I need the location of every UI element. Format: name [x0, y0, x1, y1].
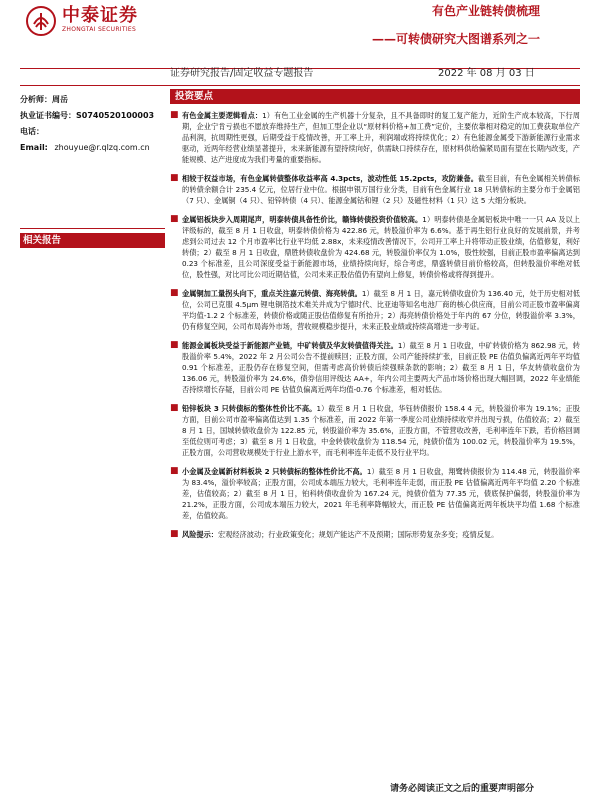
company-logo: [26, 6, 138, 36]
phone-row: [20, 124, 165, 140]
paragraph-text: [182, 403, 580, 458]
bullet-icon: ■: [170, 340, 179, 350]
paragraph-body: 1）截至 8 月 1 日收盘，翔鹭转债报价为 114.48 元，转股溢价率为 83.4%，溢价率较高；正股方面，公司成本端压力较大，毛利率连年走弱，而正股 PE 估值偏离近两年平均值 2.20 个标准差，估值较高；2）截至 8 月 1 日，铂科转债收盘价为 167.24 元，纯债价值为 77.35 元，债底保护偏弱，转股溢价率为 21.2%，正股方面，公司成本端压力较大，2021 年毛利率降幅较大，而正股 PE 估值偏离近两年板块平均值 1.68 个标准差，估值较高。: [182, 467, 580, 520]
analyst-name: 周岳: [52, 95, 68, 104]
paragraph: [170, 110, 580, 165]
license-label: 执业证书编号：: [20, 111, 76, 120]
paragraph: [170, 466, 580, 521]
header-divider-2: [20, 85, 580, 86]
report-date: 2022 年 08 月 03 日: [438, 68, 535, 79]
bullet-icon: ■: [170, 403, 179, 413]
bullet-icon: ■: [170, 110, 179, 120]
zhongtai-logo-icon: [26, 6, 56, 36]
paragraph: [170, 340, 580, 395]
investment-highlights: [170, 110, 580, 548]
analyst-label: 分析师：: [20, 95, 52, 104]
email-value[interactable]: zhouyue@r.qlzq.com.cn: [54, 143, 150, 152]
paragraph-body: 宏观经济波动；行业政策变化；规划产能达产不及预期；国际形势复杂多变；疫情反复。: [217, 530, 499, 539]
license-number: S0740520100003: [76, 111, 155, 120]
paragraph: [170, 529, 580, 540]
paragraph-lead: 有色金属主要逻辑看点：: [182, 111, 263, 120]
paragraph-text: [182, 529, 580, 540]
disclaimer-footer: 请务必阅读正文之后的重要声明部分: [390, 784, 535, 794]
report-title-main: 有色产业链转债梳理: [431, 4, 540, 18]
report-type: 证券研究报告/固定收益专题报告: [170, 68, 314, 79]
paragraph-body: 1）截至 8 月 1 日，嘉元转债收盘价为 136.40 元，处于历史相对低位，公司已克服 4.5μm 锂电铜箔技术难关并成为宁德时代、比亚迪等知名电池厂商的核心供应商，目前公司正股市盈率偏离平均值-1.2 2 个标准差，转债价格或随正股估值修复有所抬升；2）海亮转债价格处于年内的 67 分位，转股溢价率 3.3%，仍有修复空间，公司布局海外市场，营收规模稳步提升，未来正股业绩或持续高增进一步考证。: [182, 289, 580, 331]
report-title-sub: ——可转债研究大图谱系列之一: [371, 32, 540, 46]
bullet-icon: ■: [170, 173, 179, 183]
paragraph-text: [182, 214, 580, 280]
bullet-icon: ■: [170, 529, 179, 539]
email-label: Email:: [20, 143, 48, 152]
paragraph-lead: 小金属及金属新材料板块 2 只转债标的整体性价比不高。: [182, 467, 367, 476]
bullet-icon: ■: [170, 466, 179, 476]
email-row: [20, 140, 165, 156]
paragraph: [170, 214, 580, 280]
investment-highlights-heading: 投资要点: [170, 89, 580, 104]
paragraph-body: 1）截至 8 月 1 日收盘，中矿转债价格为 862.98 元，转股溢价率 5.4%，2022 年 2 月公司公告不提前赎回；正股方面，公司产能持续扩张，目前正股 PE 估值负偏离近两年平均值 0.91 个标准差，正股仍存在修复空间，但需考虑高价转债后续强赎条款的影响；2）截至 8 月 1 日，华友转债收盘价为 136.06 元，转股溢价率为 24.6%，债券信用评级达 AA+，年内公司主要两大产品市场价格出现大幅回调，2022 年业绩能否持续增长存疑，目前公司 PE 估值负偏离近两年均值-0.76 个标准差，相对低估。: [182, 341, 580, 394]
license-row: [20, 108, 165, 124]
paragraph-body: 1）有色工业金属的生产机器十分复杂，且不具备即时的复工复产能力，近阶生产成本较高，下行周期，企业宁肯亏损也不愿放弃维持生产，但加工型企业以“原材料价格+加工费”定价，主要依靠相对稳定的加工费获取单位产品利润，抗周期性更强，后期受益于疫情改善，开工率上升，利润端或将持续优化；2）有色能源金属受下游新能源行业需求驱动，近两年经营业绩显著提升，未来新能源有望持续向好，供需缺口持续存在，原材料供给偏紧局面有望在长期内改变，产能规模、达产进度成为我们考量的重要指标。: [182, 111, 580, 164]
analyst-row: [20, 92, 165, 108]
paragraph-text: [182, 340, 580, 395]
phone-label: 电话：: [20, 127, 44, 136]
paragraph: [170, 288, 580, 332]
logo-cn-text: 中泰证券: [62, 5, 138, 26]
paragraph-text: [182, 466, 580, 521]
paragraph-lead: 铅锌板块 3 只转债标的整体性价比不高。: [182, 404, 317, 413]
paragraph-text: [182, 288, 580, 332]
paragraph: [170, 173, 580, 206]
paragraph-lead: 能源金属板块受益于新能源产业链，中矿转债及华友转债值得关注。: [182, 341, 398, 350]
paragraph-body: 1）截至 8 月 1 日收盘，华钰转债报价 158.4 4 元，转股溢价率为 19.1%；正股方面，目前公司市盈率偏离值达到 1.35 个标准差，而 2022 年第一季度公司业绩持续收窄并出现亏损，估值较高；2）截至 8 月 1 日，国城转债收盘价为 122.85 元，转股溢价率为 35.6%，正股方面，不管营收改善，毛利率连年下跌，若价格回调至低位则可考虑；3）截至 8 月 1 日收盘，中金转债收盘价为 118.54 元，纯债价值为 100.02 元，转股溢价率为 19.5%，正股方面，公司营收规模处于行业上游水平，而毛利率连年走低不及行业平均。: [182, 404, 580, 457]
logo-en-text: ZHONGTAI SECURITIES: [62, 26, 137, 33]
paragraph: [170, 403, 580, 458]
paragraph-lead: 相较于权益市场，有色金属转债整体收益率高 4.3pcts，波动性低 15.2pcts，攻防兼备。: [182, 174, 479, 183]
paragraph-lead: 金属铜加工量拐头向下，重点关注嘉元转债、海亮转债。: [182, 289, 362, 298]
analyst-info: [20, 92, 165, 156]
paragraph-body: 截至目前，有色金属相关转债标的转债余额合计 235.4 亿元，位居行业中位。根据申银万国行业分类，目前有色金属行业 18 只转债标的主要分布于金属铝（7 只）、金属铜（4 只）、铅锌转债（4 只）、能源金属钴和锂（2 只）及磁性材料（1 只）这 5 大细分板块。: [182, 174, 580, 205]
paragraph-lead: 风险提示：: [182, 530, 218, 539]
report-title: [372, 3, 540, 47]
related-reports-heading: 相关报告: [20, 233, 165, 248]
bullet-icon: ■: [170, 288, 179, 298]
paragraph-lead: 金属铝板块步入周期尾声，明泰转债具备性价比，赣锋转债投资价值较高。: [182, 215, 423, 224]
sidebar-divider: [20, 228, 165, 229]
paragraph-text: [182, 173, 580, 206]
bullet-icon: ■: [170, 214, 179, 224]
paragraph-text: [182, 110, 580, 165]
paragraph-body: 1）明泰转债是金属铝板块中唯一一只 AA 及以上评级标的，截至 8 月 1 日收盘，明泰转债价格为 422.86 元，转股溢价率为 6.6%。基于再生铝行业良好的发展前景，并考虑到公司过去 12 个月市盈率比行业平均低 2.88x，未来疫情改善情况下，公司开工率上升将带动正股业绩，估值修复，利好转债；2）截至 8 月 1 日收盘，鼎胜转债收盘价为 424.68 元，转股溢价率仅为 1.0%，股性较强，目前正股市盈率偏离达到 0.23 个标准差，且公司深度受益于新能源市场，业绩持续向好，综合考虑，鼎盛转债目前价格较高，但转股溢价率绝对低位，股性强，对比可比公司近期估值，公司未来正股估值仍有望向上修复，转债价格或将得到提升。: [182, 215, 580, 279]
